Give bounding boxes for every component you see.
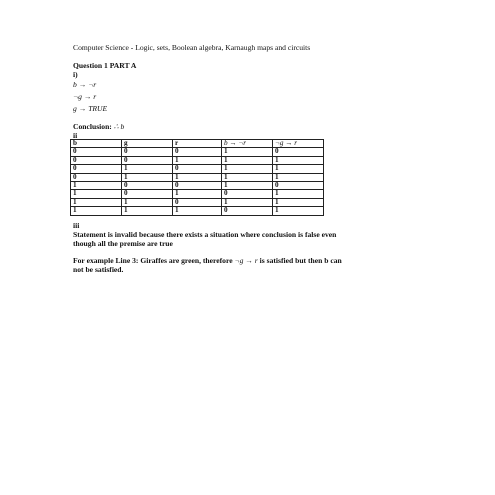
table-cell: 0 bbox=[71, 148, 122, 156]
example-text-start: For example Line 3: Giraffes are green, therefore bbox=[73, 256, 233, 265]
header-cell: ¬g → r bbox=[273, 140, 324, 148]
header-cell: r bbox=[173, 140, 222, 148]
table-cell: 0 bbox=[273, 148, 324, 156]
table-cell: 1 bbox=[222, 148, 273, 156]
question-title: Question 1 PART A bbox=[73, 61, 137, 70]
table-cell: 1 bbox=[173, 190, 222, 198]
statement-line-2: though all the premise are true bbox=[73, 239, 173, 248]
table-cell: 0 bbox=[71, 156, 122, 164]
header-cell: b → ¬r bbox=[222, 140, 273, 148]
premise-1: b → ¬r bbox=[73, 80, 97, 89]
document-header: Computer Science - Logic, sets, Boolean algebra, Karnaugh maps and circuits bbox=[73, 43, 311, 52]
premise-3: g → TRUE bbox=[73, 104, 108, 113]
table-cell: 1 bbox=[71, 182, 122, 190]
table-cell: 0 bbox=[122, 148, 173, 156]
table-cell: 1 bbox=[273, 190, 324, 198]
table-cell: 0 bbox=[71, 173, 122, 181]
table-cell: 0 bbox=[173, 165, 222, 173]
table-row bbox=[71, 173, 324, 181]
truth-table bbox=[70, 139, 324, 216]
table-row bbox=[71, 156, 324, 164]
conclusion-line bbox=[73, 122, 124, 131]
example-line-2: not be satisfied. bbox=[73, 265, 124, 274]
conclusion-label: Conclusion: bbox=[73, 122, 112, 131]
table-cell: 0 bbox=[173, 148, 222, 156]
part-i-label: i) bbox=[73, 70, 78, 79]
table-row bbox=[71, 190, 324, 198]
table-cell: 0 bbox=[173, 198, 222, 206]
table-cell: 1 bbox=[122, 165, 173, 173]
truth-table-header-row bbox=[71, 140, 324, 148]
example-text-end: is satisfied but then b can bbox=[259, 256, 342, 265]
table-cell: 0 bbox=[222, 207, 273, 215]
table-cell: 0 bbox=[122, 190, 173, 198]
table-cell: 0 bbox=[173, 182, 222, 190]
table-cell: 1 bbox=[273, 198, 324, 206]
table-cell: 1 bbox=[71, 198, 122, 206]
table-cell: 1 bbox=[222, 156, 273, 164]
table-cell: 0 bbox=[122, 182, 173, 190]
table-cell: 0 bbox=[273, 182, 324, 190]
table-cell: 1 bbox=[122, 198, 173, 206]
table-row bbox=[71, 198, 324, 206]
example-line-1 bbox=[73, 256, 342, 265]
header-cell: b bbox=[71, 140, 122, 148]
table-row bbox=[71, 207, 324, 215]
table-cell: 1 bbox=[222, 198, 273, 206]
table-cell: 1 bbox=[273, 207, 324, 215]
table-row bbox=[71, 182, 324, 190]
header-cell: g bbox=[122, 140, 173, 148]
example-expression: ¬g → r bbox=[234, 256, 258, 265]
table-row bbox=[71, 148, 324, 156]
table-cell: 1 bbox=[122, 207, 173, 215]
table-cell: 0 bbox=[122, 156, 173, 164]
part-ii-label: ii bbox=[73, 131, 78, 140]
table-cell: 0 bbox=[222, 190, 273, 198]
table-cell: 1 bbox=[122, 173, 173, 181]
premise-2: ¬g → r bbox=[73, 92, 97, 101]
table-cell: 1 bbox=[222, 173, 273, 181]
table-cell: 1 bbox=[273, 156, 324, 164]
table-cell: 1 bbox=[173, 156, 222, 164]
conclusion-expression: ∴ b bbox=[113, 122, 125, 131]
statement-line-1: Statement is invalid because there exists a situation where conclusion is false even bbox=[73, 230, 337, 239]
part-iii-label: iii bbox=[73, 221, 80, 230]
table-row bbox=[71, 165, 324, 173]
table-cell: 1 bbox=[273, 165, 324, 173]
table-cell: 0 bbox=[71, 165, 122, 173]
table-cell: 1 bbox=[273, 173, 324, 181]
table-cell: 1 bbox=[222, 165, 273, 173]
table-cell: 1 bbox=[173, 173, 222, 181]
table-cell: 1 bbox=[71, 207, 122, 215]
table-cell: 1 bbox=[222, 182, 273, 190]
table-cell: 1 bbox=[173, 207, 222, 215]
table-cell: 1 bbox=[71, 190, 122, 198]
